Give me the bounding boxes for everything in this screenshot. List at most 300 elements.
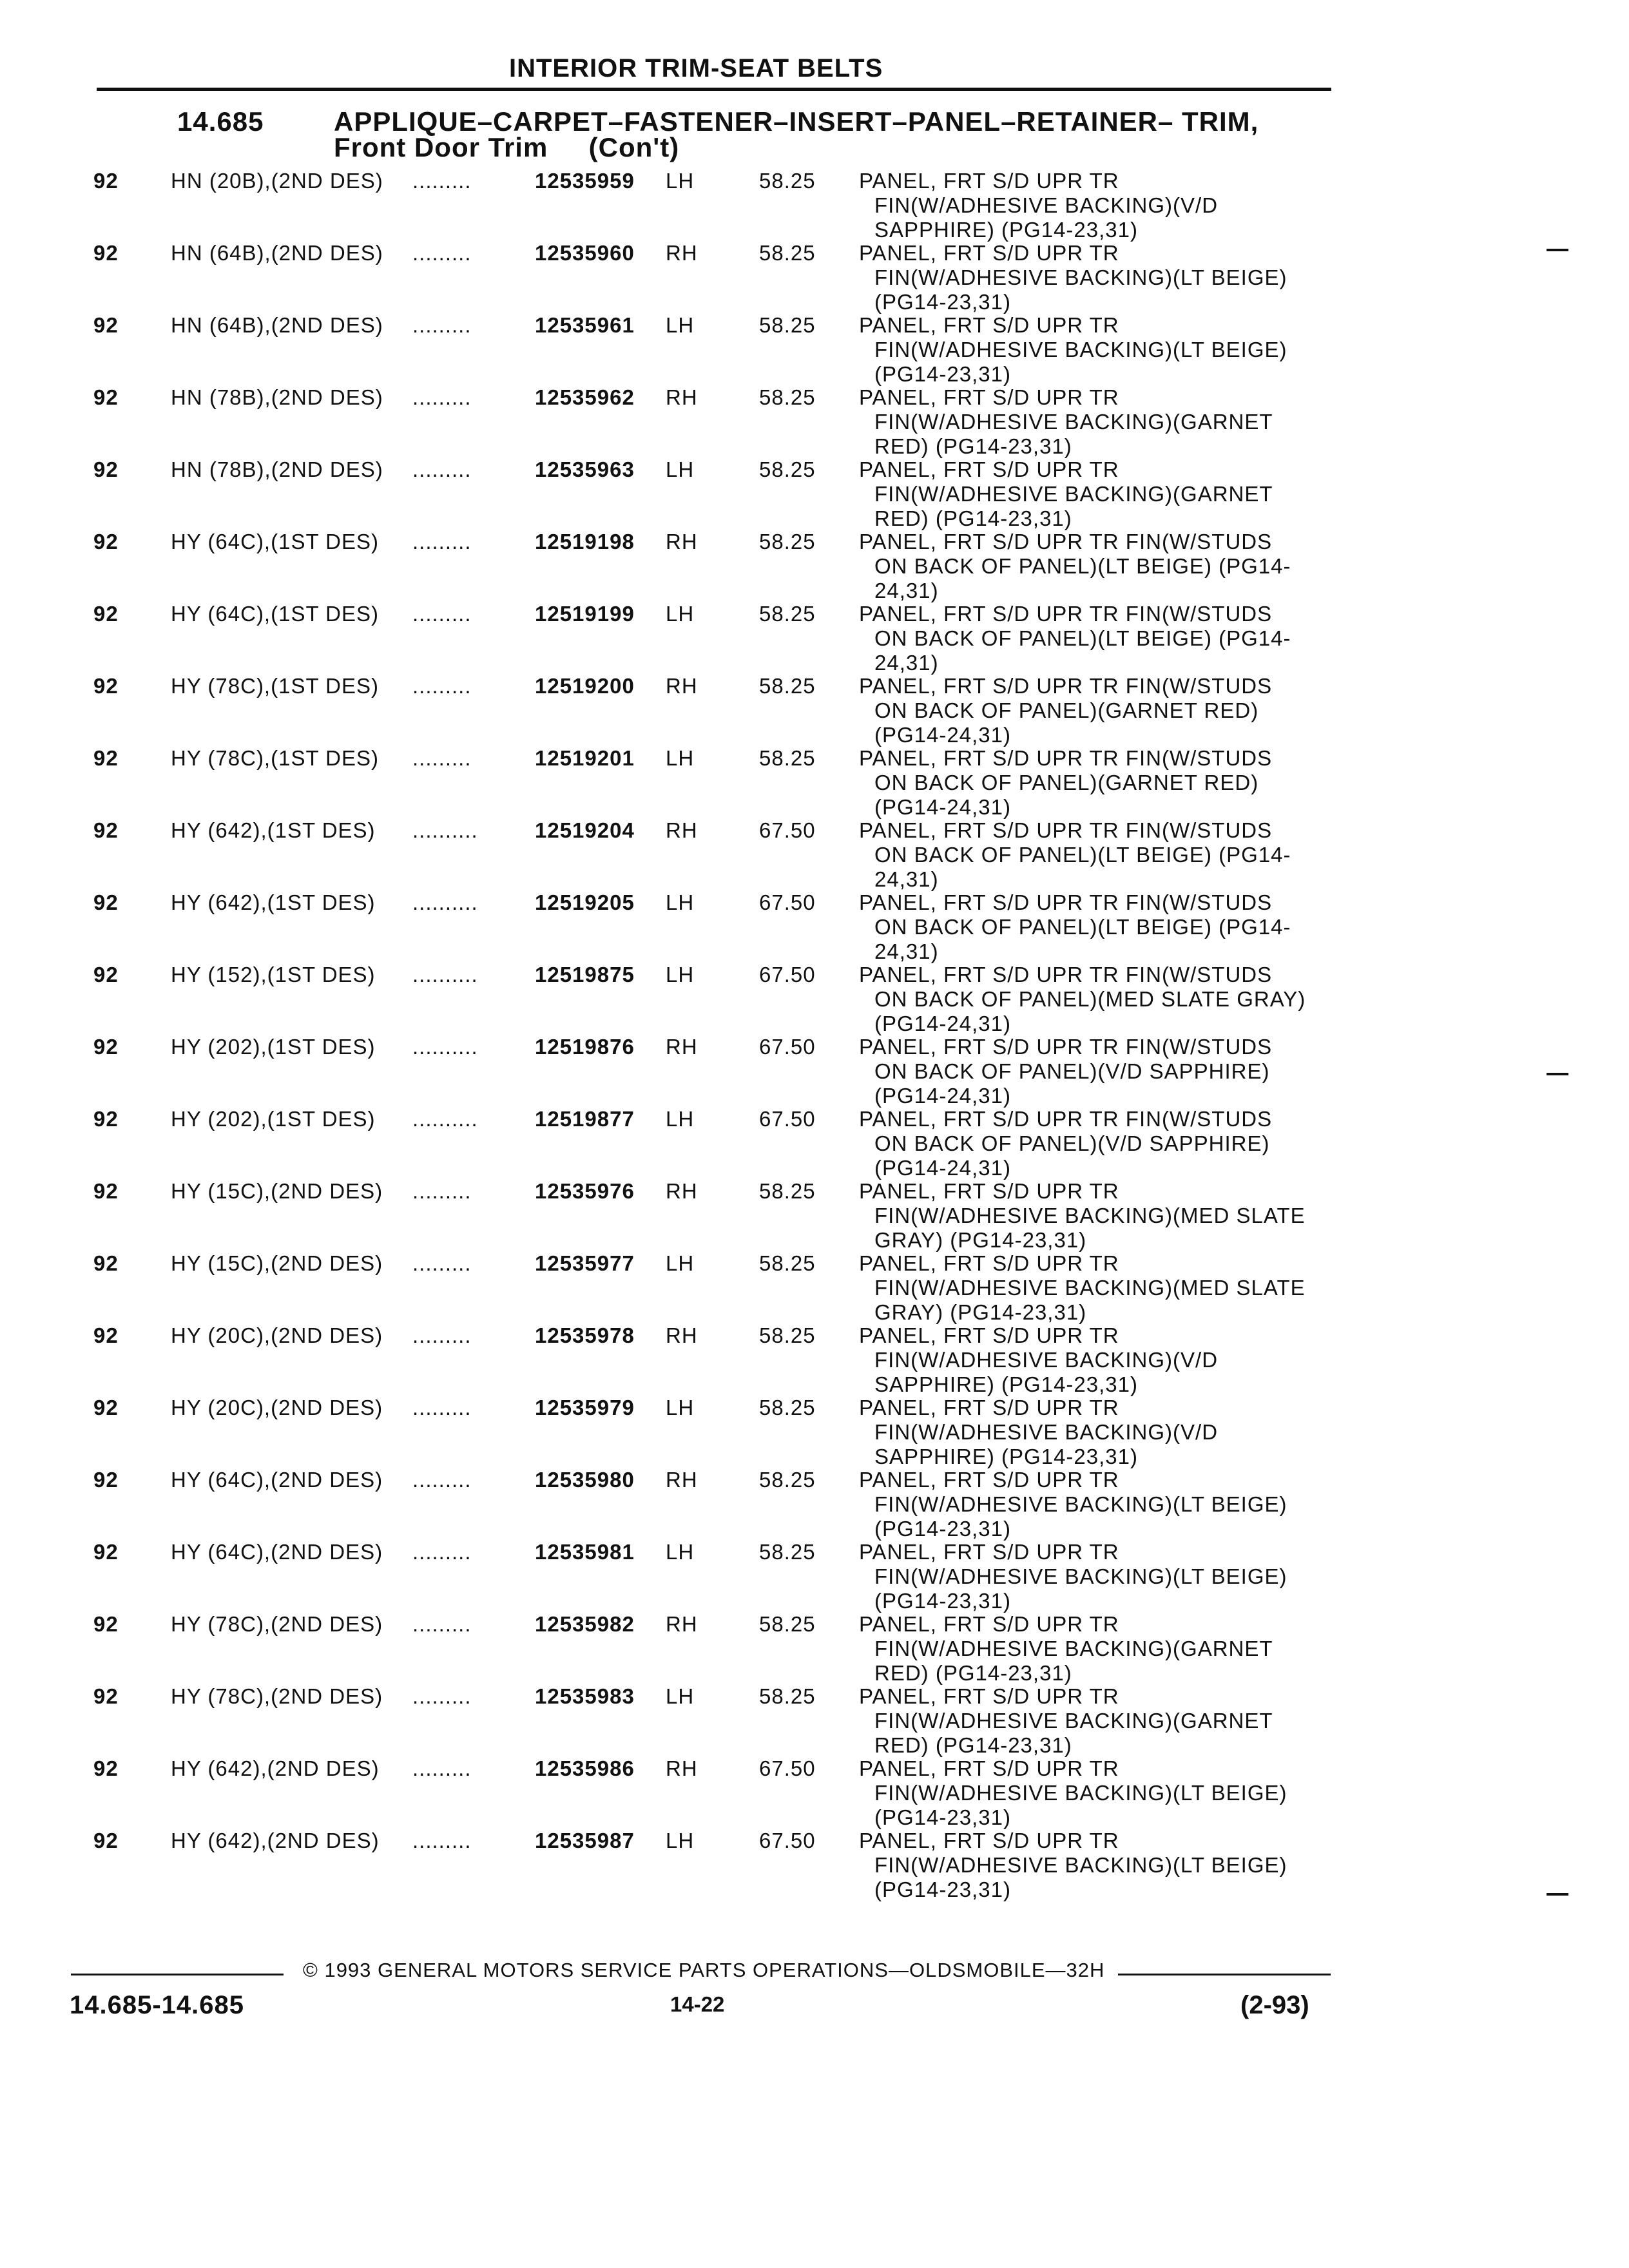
part-number: 12535959 [535,169,635,193]
leader-dots: ......... [412,313,472,337]
list-item [0,1684,1629,1756]
description-line: FIN(W/ADHESIVE BACKING)(LT BEIGE) [874,265,1287,289]
description-line: PANEL, FRT S/D UPR TR FIN(W/STUDS [859,963,1273,986]
side: LH [666,1251,695,1275]
description-line: FIN(W/ADHESIVE BACKING)(GARNET [874,410,1273,434]
list-item [0,1468,1629,1540]
description-line: FIN(W/ADHESIVE BACKING)(GARNET [874,482,1273,506]
ref-number: 92 [93,385,119,409]
description-line [859,362,1336,387]
footer-page-number: 14-22 [670,1992,725,2016]
description-line: PANEL, FRT S/D UPR TR FIN(W/STUDS [859,1107,1273,1131]
model-code: HY (15C),(2ND DES) [171,1251,383,1275]
description-text: (PG14-24,31) [874,723,1011,747]
model-code: HN (78B),(2ND DES) [171,385,383,409]
description-text: SAPPHIRE) (PG14-23,31) [874,1372,1138,1396]
model-code: HY (20C),(2ND DES) [171,1323,383,1347]
part-number: 12519198 [535,530,635,553]
price: 67.50 [759,1829,816,1852]
part-number: 12519205 [535,890,635,914]
description [859,1756,1336,1830]
ref-number: 92 [93,1612,119,1636]
part-number: 12535982 [535,1612,635,1636]
description [859,1323,1336,1397]
ref-number: 92 [93,241,119,265]
description-text: GRAY) (PG14-23,31) [874,1228,1087,1252]
leader-dots: .......... [412,818,478,842]
part-number: 12519199 [535,602,635,626]
list-item [0,602,1629,674]
description [859,818,1336,892]
side: LH [666,169,695,193]
list-item [0,1396,1629,1468]
model-code: HY (64C),(1ST DES) [171,530,380,553]
description-line: PANEL, FRT S/D UPR TR [859,1684,1119,1708]
side: LH [666,1684,695,1708]
description-text: (PG14-24,31) [874,1084,1011,1108]
list-item [0,818,1629,890]
side: LH [666,1829,695,1852]
model-code: HY (20C),(2ND DES) [171,1396,383,1419]
leader-dots: ......... [412,1468,472,1492]
list-item [0,746,1629,818]
description-line [859,1589,1336,1613]
description [859,385,1336,459]
leader-dots: ......... [412,457,472,481]
section-subtitle: Front Door Trim (Con't) [334,132,680,162]
leader-dots: ......... [412,1323,472,1347]
model-code: HY (64C),(2ND DES) [171,1540,383,1564]
page-title: INTERIOR TRIM-SEAT BELTS [509,54,883,82]
price: 58.25 [759,530,816,553]
price: 67.50 [759,818,816,842]
ref-number: 92 [93,457,119,481]
list-item [0,1251,1629,1323]
description-line: PANEL, FRT S/D UPR TR FIN(W/STUDS [859,818,1273,842]
model-code: HY (78C),(2ND DES) [171,1612,383,1636]
list-item [0,1107,1629,1179]
description-text: (PG14-23,31) [874,290,1011,314]
margin-mark [1547,1073,1568,1075]
side: RH [666,1612,698,1636]
price: 58.25 [759,1323,816,1347]
description-line: PANEL, FRT S/D UPR TR [859,1756,1119,1780]
description-line [859,1517,1336,1541]
description [859,457,1336,531]
list-item [0,963,1629,1035]
leader-dots: ......... [412,674,472,698]
description-line: PANEL, FRT S/D UPR TR [859,1612,1119,1636]
model-code: HN (64B),(2ND DES) [171,313,383,337]
price: 58.25 [759,1540,816,1564]
description-line [859,867,1336,892]
ref-number: 92 [93,818,119,842]
list-item [0,313,1629,385]
list-item [0,457,1629,530]
description-line: PANEL, FRT S/D UPR TR [859,1251,1119,1275]
description-text: RED) (PG14-23,31) [874,506,1072,530]
description [859,530,1336,603]
part-number: 12519200 [535,674,635,698]
description-line: FIN(W/ADHESIVE BACKING)(LT BEIGE) [874,1781,1287,1805]
description [859,602,1336,675]
ref-number: 92 [93,1468,119,1492]
description-line: PANEL, FRT S/D UPR TR FIN(W/STUDS [859,530,1273,553]
price: 58.25 [759,1612,816,1636]
side: RH [666,385,698,409]
description-line [859,290,1336,314]
side: LH [666,1107,695,1131]
list-item [0,1612,1629,1684]
description-line: FIN(W/ADHESIVE BACKING)(GARNET [874,1637,1273,1660]
description-line: PANEL, FRT S/D UPR TR [859,1468,1119,1492]
price: 58.25 [759,169,816,193]
part-number: 12535986 [535,1756,635,1780]
description [859,890,1336,964]
description-text: (PG14-23,31) [874,1878,1011,1901]
side: LH [666,890,695,914]
model-code: HY (78C),(1ST DES) [171,674,380,698]
price: 58.25 [759,457,816,481]
model-code: HY (64C),(2ND DES) [171,1468,383,1492]
description-line [859,1156,1336,1180]
description-line: FIN(W/ADHESIVE BACKING)(V/D [874,193,1219,217]
ref-number: 92 [93,890,119,914]
price: 58.25 [759,746,816,770]
leader-dots: ......... [412,746,472,770]
description [859,1251,1336,1325]
description-text: (PG14-23,31) [874,1805,1011,1829]
part-number: 12535979 [535,1396,635,1419]
description-line: ON BACK OF PANEL)(MED SLATE GRAY) [874,987,1306,1011]
description [859,1035,1336,1108]
description [859,1468,1336,1541]
leader-dots: ......... [412,1251,472,1275]
list-item [0,1179,1629,1251]
description [859,1612,1336,1686]
description [859,313,1336,387]
part-number: 12535981 [535,1540,635,1564]
description-text: (PG14-23,31) [874,362,1011,386]
description-line: PANEL, FRT S/D UPR TR [859,241,1119,265]
leader-dots: ......... [412,530,472,553]
list-item [0,241,1629,313]
price: 67.50 [759,1756,816,1780]
description [859,241,1336,314]
description [859,1540,1336,1613]
ref-number: 92 [93,1684,119,1708]
title-rule [97,88,1331,91]
leader-dots: ......... [412,1612,472,1636]
part-number: 12535977 [535,1251,635,1275]
price: 58.25 [759,1684,816,1708]
part-number: 12535978 [535,1323,635,1347]
description-text: (PG14-24,31) [874,1012,1011,1035]
part-number: 12519204 [535,818,635,842]
list-item [0,1829,1629,1901]
part-number: 12535960 [535,241,635,265]
section-title: APPLIQUE–CARPET–FASTENER–INSERT–PANEL–RETAINER– TRIM, [334,106,1259,137]
description-line: PANEL, FRT S/D UPR TR [859,1540,1119,1564]
description-text: RED) (PG14-23,31) [874,1733,1072,1757]
part-number: 12519876 [535,1035,635,1059]
description-line: FIN(W/ADHESIVE BACKING)(LT BEIGE) [874,1492,1287,1516]
ref-number: 92 [93,1251,119,1275]
side: RH [666,674,698,698]
ref-number: 92 [93,169,119,193]
side: LH [666,1396,695,1419]
part-number: 12519201 [535,746,635,770]
model-code: HN (64B),(2ND DES) [171,241,383,265]
ref-number: 92 [93,530,119,553]
model-code: HY (642),(1ST DES) [171,890,376,914]
ref-number: 92 [93,674,119,698]
ref-number: 92 [93,313,119,337]
description [859,1396,1336,1469]
description-line [859,1661,1336,1686]
model-code: HY (642),(2ND DES) [171,1829,380,1852]
description-line [859,1012,1336,1036]
ref-number: 92 [93,1396,119,1419]
ref-number: 92 [93,1540,119,1564]
description-text: 24,31) [874,939,939,963]
leader-dots: ......... [412,1179,472,1203]
description-line: PANEL, FRT S/D UPR TR [859,313,1119,337]
description-text: RED) (PG14-23,31) [874,1661,1072,1685]
side: RH [666,1323,698,1347]
description-line [859,579,1336,603]
price: 58.25 [759,602,816,626]
model-code: HY (642),(2ND DES) [171,1756,380,1780]
price: 58.25 [759,313,816,337]
description-line: ON BACK OF PANEL)(V/D SAPPHIRE) [874,1131,1270,1155]
description-line: ON BACK OF PANEL)(LT BEIGE) (PG14- [874,626,1291,650]
description-line [859,1300,1336,1325]
leader-dots: ......... [412,169,472,193]
description-line [859,651,1336,675]
side: LH [666,313,695,337]
price: 67.50 [759,1107,816,1131]
description-line: FIN(W/ADHESIVE BACKING)(MED SLATE [874,1204,1306,1227]
list-item [0,1035,1629,1107]
description-line: PANEL, FRT S/D UPR TR FIN(W/STUDS [859,746,1273,770]
description-line [859,1084,1336,1108]
part-number: 12535983 [535,1684,635,1708]
description [859,1829,1336,1902]
footer-rule-left [71,1974,284,1975]
side: LH [666,746,695,770]
leader-dots: .......... [412,1107,478,1131]
description-line [859,1372,1336,1397]
ref-number: 92 [93,1179,119,1203]
footer-date: (2-93) [1240,1991,1309,2019]
side: RH [666,530,698,553]
description-text: 24,31) [874,651,939,675]
leader-dots: .......... [412,963,478,986]
leader-dots: ......... [412,1756,472,1780]
side: RH [666,818,698,842]
price: 58.25 [759,1468,816,1492]
list-item [0,1756,1629,1829]
description-line [859,939,1336,964]
description-line: ON BACK OF PANEL)(GARNET RED) [874,771,1259,794]
leader-dots: ......... [412,385,472,409]
footer-copyright: © 1993 GENERAL MOTORS SERVICE PARTS OPERATIONS—OLDSMOBILE—32H [303,1959,1105,1981]
model-code: HY (202),(1ST DES) [171,1107,376,1131]
margin-mark [1547,249,1568,251]
description-text: (PG14-23,31) [874,1517,1011,1541]
side: RH [666,1179,698,1203]
list-item [0,530,1629,602]
model-code: HY (78C),(1ST DES) [171,746,380,770]
margin-mark [1547,1893,1568,1896]
ref-number: 92 [93,1323,119,1347]
description-line [859,1878,1336,1902]
part-number: 12535961 [535,313,635,337]
price: 58.25 [759,1251,816,1275]
description-line [859,795,1336,820]
leader-dots: ......... [412,241,472,265]
price: 58.25 [759,241,816,265]
description-line: ON BACK OF PANEL)(LT BEIGE) (PG14- [874,915,1291,939]
model-code: HY (15C),(2ND DES) [171,1179,383,1203]
description-line: PANEL, FRT S/D UPR TR FIN(W/STUDS [859,602,1273,626]
list-item [0,385,1629,457]
description-line: PANEL, FRT S/D UPR TR FIN(W/STUDS [859,890,1273,914]
model-code: HY (78C),(2ND DES) [171,1684,383,1708]
leader-dots: ......... [412,1829,472,1852]
description-line: PANEL, FRT S/D UPR TR [859,385,1119,409]
parts-list [0,169,1629,1901]
description-text: SAPPHIRE) (PG14-23,31) [874,1445,1138,1468]
model-code: HN (20B),(2ND DES) [171,169,383,193]
list-item [0,890,1629,963]
price: 67.50 [759,1035,816,1059]
part-number: 12535980 [535,1468,635,1492]
description-line: ON BACK OF PANEL)(V/D SAPPHIRE) [874,1059,1270,1083]
description-line: PANEL, FRT S/D UPR TR FIN(W/STUDS [859,1035,1273,1059]
part-number: 12535976 [535,1179,635,1203]
description-line: PANEL, FRT S/D UPR TR [859,1829,1119,1852]
description-line: ON BACK OF PANEL)(GARNET RED) [874,698,1259,722]
description-line [859,1445,1336,1469]
price: 58.25 [759,1179,816,1203]
leader-dots: ......... [412,1396,472,1419]
footer-range: 14.685-14.685 [70,1991,245,2019]
list-item [0,674,1629,746]
model-code: HN (78B),(2ND DES) [171,457,383,481]
price: 67.50 [759,963,816,986]
description-text: (PG14-24,31) [874,1156,1011,1180]
description-line: PANEL, FRT S/D UPR TR [859,1323,1119,1347]
description [859,746,1336,820]
description [859,963,1336,1036]
description-line [859,723,1336,747]
description-text: 24,31) [874,867,939,891]
part-number: 12519875 [535,963,635,986]
description [859,1179,1336,1253]
description-line [859,434,1336,459]
part-number: 12535987 [535,1829,635,1852]
description-line: ON BACK OF PANEL)(LT BEIGE) (PG14- [874,554,1291,578]
model-code: HY (202),(1ST DES) [171,1035,376,1059]
price: 58.25 [759,1396,816,1419]
leader-dots: ......... [412,1540,472,1564]
part-number: 12535962 [535,385,635,409]
description-text: GRAY) (PG14-23,31) [874,1300,1087,1324]
ref-number: 92 [93,963,119,986]
description-line: FIN(W/ADHESIVE BACKING)(V/D [874,1348,1219,1372]
description-text: 24,31) [874,579,939,602]
side: LH [666,457,695,481]
description [859,674,1336,747]
description-line: FIN(W/ADHESIVE BACKING)(GARNET [874,1709,1273,1733]
ref-number: 92 [93,1035,119,1059]
side: RH [666,241,698,265]
description-line [859,218,1336,242]
side: LH [666,963,695,986]
price: 67.50 [759,890,816,914]
description-line: PANEL, FRT S/D UPR TR [859,457,1119,481]
description-line: PANEL, FRT S/D UPR TR [859,1179,1119,1203]
description-line: PANEL, FRT S/D UPR TR [859,1396,1119,1419]
leader-dots: ......... [412,1684,472,1708]
side: LH [666,602,695,626]
ref-number: 92 [93,1107,119,1131]
side: LH [666,1540,695,1564]
description-text: (PG14-24,31) [874,795,1011,819]
ref-number: 92 [93,1756,119,1780]
part-number: 12519877 [535,1107,635,1131]
description-line [859,1805,1336,1830]
leader-dots: .......... [412,1035,478,1059]
description-line: FIN(W/ADHESIVE BACKING)(MED SLATE [874,1276,1306,1300]
model-code: HY (642),(1ST DES) [171,818,376,842]
ref-number: 92 [93,602,119,626]
description-text: RED) (PG14-23,31) [874,434,1072,458]
side: RH [666,1035,698,1059]
part-number: 12535963 [535,457,635,481]
description-line: FIN(W/ADHESIVE BACKING)(LT BEIGE) [874,1853,1287,1877]
price: 58.25 [759,385,816,409]
description [859,1684,1336,1758]
model-code: HY (152),(1ST DES) [171,963,376,986]
description-text: (PG14-23,31) [874,1589,1011,1613]
description-line: FIN(W/ADHESIVE BACKING)(LT BEIGE) [874,1564,1287,1588]
ref-number: 92 [93,746,119,770]
leader-dots: ......... [412,602,472,626]
price: 58.25 [759,674,816,698]
description-line: ON BACK OF PANEL)(LT BEIGE) (PG14- [874,843,1291,867]
description-line [859,506,1336,531]
description [859,169,1336,242]
description-text: SAPPHIRE) (PG14-23,31) [874,218,1138,242]
description-line: FIN(W/ADHESIVE BACKING)(V/D [874,1420,1219,1444]
description-line: FIN(W/ADHESIVE BACKING)(LT BEIGE) [874,338,1287,361]
model-code: HY (64C),(1ST DES) [171,602,380,626]
footer-rule-right [1118,1974,1331,1975]
section-number: 14.685 [177,106,264,137]
list-item [0,169,1629,241]
side: RH [666,1468,698,1492]
description-line: PANEL, FRT S/D UPR TR FIN(W/STUDS [859,674,1273,698]
description-line [859,1228,1336,1253]
list-item [0,1323,1629,1396]
description-line: PANEL, FRT S/D UPR TR [859,169,1119,193]
description [859,1107,1336,1180]
side: RH [666,1756,698,1780]
ref-number: 92 [93,1829,119,1852]
